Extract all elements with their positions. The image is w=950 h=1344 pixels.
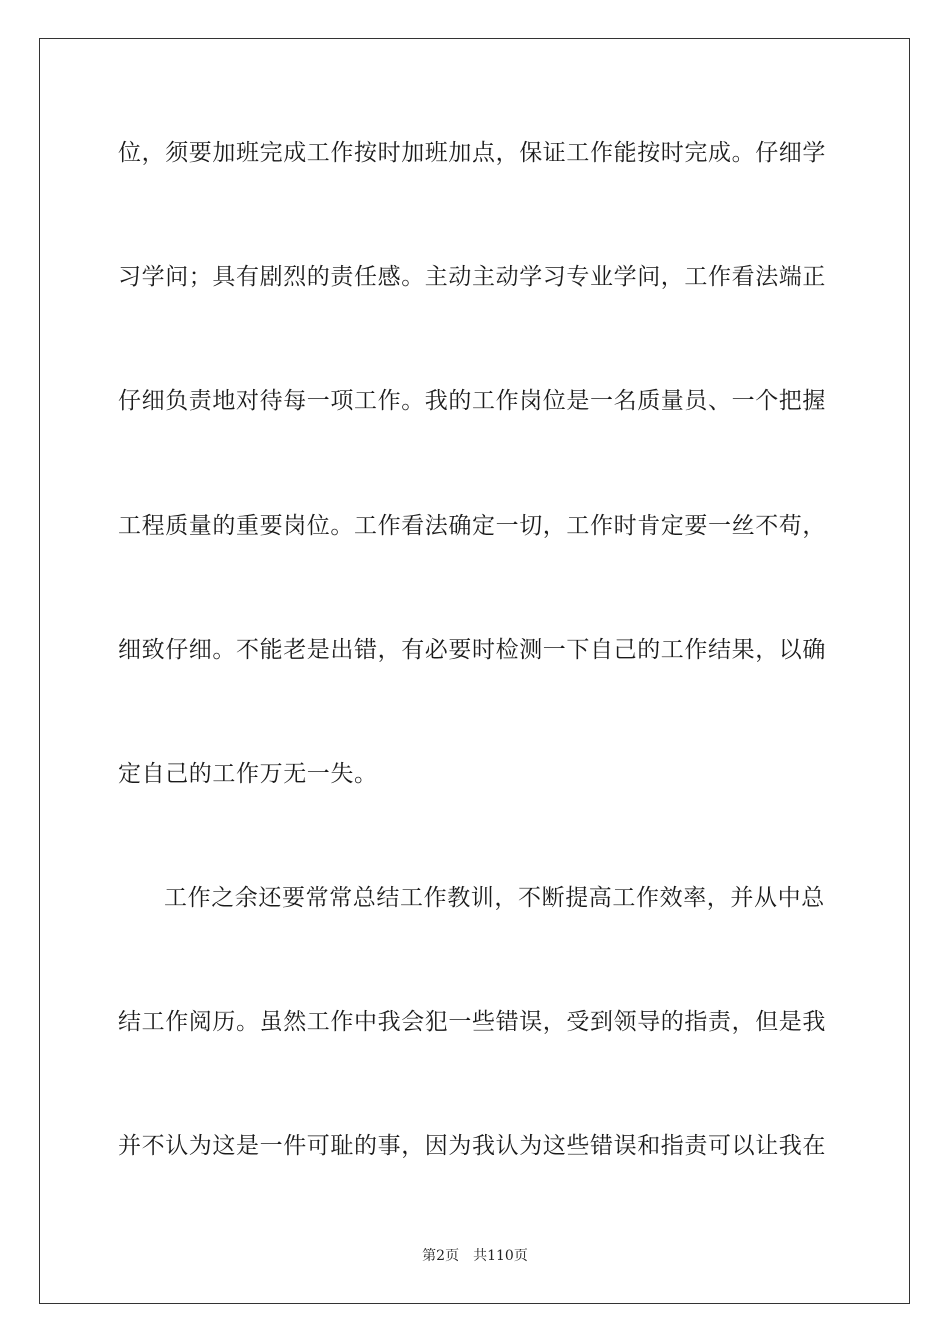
page-number: 第2页: [422, 1248, 460, 1264]
page-border: [39, 38, 910, 1304]
body-text-line: 并不认为这是一件可耻的事，因为我认为这些错误和指责可以让我在: [118, 1133, 826, 1159]
body-text-line: 仔细负责地对待每一项工作。我的工作岗位是一名质量员、一个把握: [118, 388, 826, 414]
body-text-line: 工程质量的重要岗位。工作看法确定一切，工作时肯定要一丝不苟，: [118, 513, 826, 539]
body-text-line: 定自己的工作万无一失。: [118, 761, 378, 787]
body-text-line: 细致仔细。不能老是出错，有必要时检测一下自己的工作结果，以确: [118, 637, 826, 663]
body-text-line: 习学问；具有剧烈的责任感。主动主动学习专业学问，工作看法端正: [118, 264, 826, 290]
body-text-line: 结工作阅历。虽然工作中我会犯一些错误，受到领导的指责，但是我: [118, 1009, 826, 1035]
body-text-line: 位，须要加班完成工作按时加班加点，保证工作能按时完成。仔细学: [118, 140, 826, 166]
page-footer: [0, 1246, 950, 1266]
page-total: 共110页: [473, 1248, 528, 1264]
paragraph-first-line: 工作之余还要常常总结工作教训，不断提高工作效率，并从中总: [164, 885, 825, 911]
